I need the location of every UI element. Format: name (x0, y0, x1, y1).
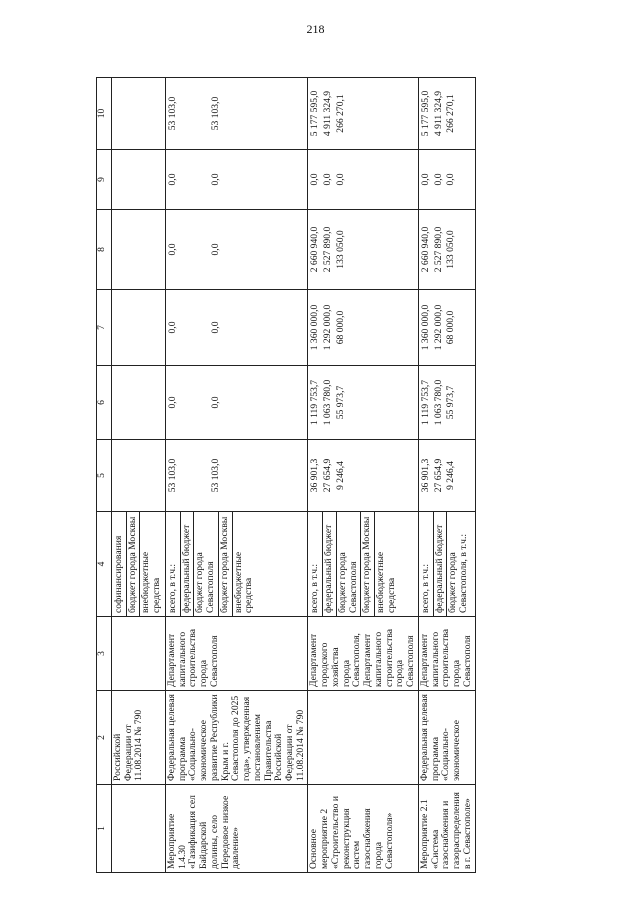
row2-c10 (308, 78, 418, 150)
row0-c7 (112, 290, 166, 366)
value: 0,0 (445, 173, 457, 186)
col-header-6: 6 (97, 366, 112, 440)
row3-c2: Федеральная целевая программа «Социально-экономическое (418, 691, 475, 785)
value: 27 654,9 (322, 458, 334, 493)
value: 27 654,9 (432, 458, 444, 493)
col-header-9: 9 (97, 150, 112, 210)
row3-c3: Департамент капитального строительства города Севастополя (418, 617, 475, 691)
row1-source: бюджет города Москвы (219, 512, 233, 616)
row2-c6 (308, 366, 418, 440)
row1-source: внебюджетные средства (232, 551, 255, 613)
row2-c1: Основное мероприятие 2 «Строительство и реконструкция систем газоснабжения города Севастополя» (308, 785, 418, 873)
value: 4 911 324,9 (432, 90, 444, 137)
value: 36 901,3 (309, 458, 321, 493)
value: 1 292 000,0 (322, 304, 334, 351)
row1-c9 (165, 150, 308, 210)
col-header-5: 5 (97, 440, 112, 512)
row0-c8 (112, 210, 166, 290)
value: 0,0 (419, 173, 431, 186)
value: 9 246,4 (334, 461, 346, 490)
row0-c1 (112, 785, 166, 873)
row0-c4 (112, 512, 166, 617)
row0-c5 (112, 440, 166, 512)
page-number: 218 (306, 22, 325, 36)
row2-c3: Департамент городского хозяйства города Севастополя, Департамент капитального строительства города Севастополя (308, 617, 418, 691)
value: 55 973,7 (334, 385, 346, 420)
value: 0,0 (209, 396, 221, 409)
value: 2 660 940,0 (309, 226, 321, 273)
col-header-10: 10 (97, 78, 112, 150)
row2-c5 (308, 440, 418, 512)
row0-c10 (112, 78, 166, 150)
budget-table (96, 77, 476, 873)
row3-c7 (418, 290, 475, 366)
table-row (112, 78, 166, 873)
row2-c2 (308, 691, 418, 785)
row1-c8 (165, 210, 308, 290)
row1-source: всего, в т.ч.: (167, 512, 181, 616)
row2-source: бюджет города Москвы (361, 512, 375, 616)
row3-c9 (418, 150, 475, 210)
value: 55 973,7 (445, 385, 457, 420)
row0-source: софинансирования (113, 512, 127, 616)
row1-c10 (165, 78, 308, 150)
table-row (165, 78, 308, 873)
row3-c4 (418, 512, 475, 617)
row0-source: внебюджетные средства (140, 551, 163, 613)
row0-c2: Российской Федерации от 11.08.2014 № 790 (112, 691, 166, 785)
value: 1 063 780,0 (322, 379, 334, 426)
value: 0,0 (209, 321, 221, 334)
row2-c8 (308, 210, 418, 290)
value: 53 103,0 (166, 96, 178, 131)
row3-source: федеральный бюджет (434, 512, 448, 616)
value: 68 000,0 (445, 310, 457, 345)
row1-source: бюджет города Севастополя (194, 512, 218, 616)
rotated-table-scan (96, 78, 580, 873)
value: 2 660 940,0 (419, 226, 431, 273)
row1-c5 (165, 440, 308, 512)
row2-source: внебюджетные средства (375, 551, 397, 613)
col-header-4: 4 (97, 512, 112, 617)
table-row (418, 78, 475, 873)
value: 5 177 595,0 (419, 90, 431, 137)
value: 266 270,1 (445, 94, 457, 133)
col-header-3: 3 (97, 617, 112, 691)
value: 68 000,0 (334, 310, 346, 345)
value: 36 901,3 (419, 458, 431, 493)
col-header-7: 7 (97, 290, 112, 366)
row3-source: всего, в т.ч.: (420, 512, 434, 616)
value: 53 103,0 (166, 458, 178, 493)
value: 2 527 890,0 (432, 226, 444, 273)
value: 1 119 753,7 (309, 379, 321, 426)
row3-source: бюджет города Севастополя, в т.ч.: (447, 533, 470, 613)
value: 0,0 (166, 173, 178, 186)
row1-c1: Мероприятие 1.4.30 «Газификация сел Байдарской долины, село Передовое низкое давление» (165, 785, 308, 873)
value: 1 292 000,0 (432, 304, 444, 351)
value: 2 527 890,0 (322, 226, 334, 273)
row1-c7 (165, 290, 308, 366)
row3-c6 (418, 366, 475, 440)
col-header-8: 8 (97, 210, 112, 290)
col-header-2: 2 (97, 691, 112, 785)
value: 0,0 (334, 173, 346, 186)
row3-c10 (418, 78, 475, 150)
table-row (308, 78, 418, 873)
row2-c7 (308, 290, 418, 366)
value: 0,0 (209, 243, 221, 256)
row1-c2: Федеральная целевая программа «Социально-экономическое развитие Республики Крым и г. Севастополя до 2025 года», утвержденная постановлением Правительства Российской Федерации от 11.08.2014 № 790 (165, 691, 308, 785)
row3-c8 (418, 210, 475, 290)
row0-c6 (112, 366, 166, 440)
value: 53 103,0 (209, 96, 221, 131)
value: 0,0 (209, 173, 221, 186)
row1-source: федеральный бюджет (181, 512, 195, 616)
value: 1 360 000,0 (419, 304, 431, 351)
row2-source: всего, в т.ч.: (309, 512, 323, 616)
header-row (97, 78, 112, 873)
row3-c5 (418, 440, 475, 512)
value: 0,0 (432, 173, 444, 186)
row0-source: бюджет города Москвы (127, 512, 141, 616)
value: 9 246,4 (445, 461, 457, 490)
row2-source: бюджет города Севастополя (337, 512, 361, 616)
value: 0,0 (166, 243, 178, 256)
value: 0,0 (166, 396, 178, 409)
value: 1 360 000,0 (309, 304, 321, 351)
value: 1 063 780,0 (432, 379, 444, 426)
row1-c6 (165, 366, 308, 440)
row1-c4 (165, 512, 308, 617)
value: 133 050,0 (445, 230, 457, 269)
row2-source: федеральный бюджет (323, 512, 337, 616)
value: 0,0 (166, 321, 178, 334)
value: 266 270,1 (334, 94, 346, 133)
row0-c3 (112, 617, 166, 691)
value: 1 119 753,7 (419, 379, 431, 426)
value: 0,0 (309, 173, 321, 186)
value: 53 103,0 (209, 458, 221, 493)
value: 4 911 324,9 (322, 90, 334, 137)
value: 0,0 (322, 173, 334, 186)
row1-c3: Департамент капитального строительства города Севастополя (165, 617, 308, 691)
value: 5 177 595,0 (309, 90, 321, 137)
row0-c9 (112, 150, 166, 210)
row2-c4 (308, 512, 418, 617)
row2-c9 (308, 150, 418, 210)
row3-c1: Мероприятие 2.1 «Система газоснабжения и газораспределения в г. Севастополе» (418, 785, 475, 873)
value: 133 050,0 (334, 230, 346, 269)
col-header-1: 1 (97, 785, 112, 873)
